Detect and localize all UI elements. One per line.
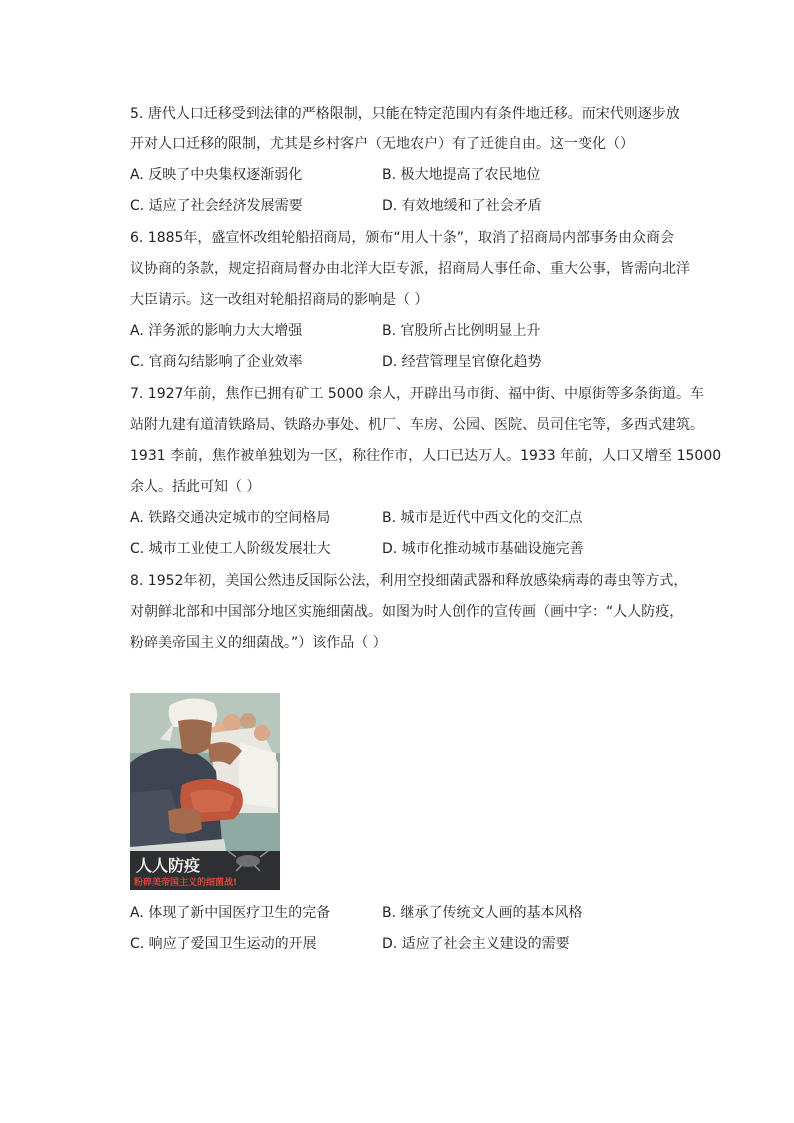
q6-stem-line-2: 议协商的条款，规定招商局督办由北洋大臣专派，招商局人事任命、重大公事，皆需向北洋 <box>130 261 690 277</box>
poster-title-text: 人人防疫 <box>136 856 201 875</box>
q7-stem-line-3: 1931 李前，焦作被单独划为一区，称往作市，人口已达万人。1933 年前，人口又增至 15000 <box>130 448 722 464</box>
q5-option-c[interactable]: C. 适应了社会经济发展需要 <box>130 198 303 214</box>
poster-illustration <box>130 693 280 890</box>
poster-subtitle-text: 粉碎美帝国主义的细菌战! <box>134 878 238 888</box>
q6-stem-line-1: 6. 1885年，盛宣怀改组轮船招商局，颁布“用人十条”，取消了招商局内部事务由众商会 <box>130 230 674 246</box>
q8-stem-line-2: 对朝鲜北部和中国部分地区实施细菌战。如图为时人创作的宣传画（画中字：“人人防疫， <box>130 604 684 620</box>
q7-option-a[interactable]: A. 铁路交通决定城市的空间格局 <box>130 510 331 526</box>
q5-stem-line-2: 开对人口迁移的限制，尤其是乡村客户（无地农户）有了迁徙自由。这一变化（） <box>130 136 634 152</box>
q8-option-b[interactable]: B. 继承了传统文人画的基本风格 <box>382 905 583 921</box>
q6-option-b[interactable]: B. 官股所占比例明显上升 <box>382 323 541 339</box>
q8-option-d[interactable]: D. 适应了社会主义建设的需要 <box>382 936 570 952</box>
q8-stem-line-3: 粉碎美帝国主义的细菌战。”）该作品（ ） <box>130 635 387 651</box>
q7-option-b[interactable]: B. 城市是近代中西文化的交汇点 <box>382 510 583 526</box>
q5-option-d[interactable]: D. 有效地缓和了社会矛盾 <box>382 198 542 214</box>
q7-stem-line-4: 余人。括此可知（ ） <box>130 479 261 495</box>
q6-option-c[interactable]: C. 官商勾结影响了企业效率 <box>130 354 303 370</box>
q8-stem-line-1: 8. 1952年初，美国公然违反国际公法，利用空投细菌武器和释放感染病毒的毒虫等方式， <box>130 573 688 589</box>
q5-option-b[interactable]: B. 极大地提高了农民地位 <box>382 167 541 183</box>
q8-option-a[interactable]: A. 体现了新中国医疗卫生的完备 <box>130 905 331 921</box>
q7-option-c[interactable]: C. 城市工业使工人阶级发展壮大 <box>130 541 331 557</box>
q7-stem-line-2: 站附九建有道清铁路局、铁路办事处、机厂、车房、公园、医院、员司住宅等，多西式建筑。 <box>130 417 704 433</box>
q6-stem-line-3: 大臣请示。这一改组对轮船招商局的影响是（ ） <box>130 292 429 308</box>
propaganda-poster-image <box>130 693 280 890</box>
q7-stem-line-1: 7. 1927年前，焦作已拥有矿工 5000 余人，开辟出马市街、福中街、中原街等多条街道。车 <box>130 386 704 402</box>
q5-option-a[interactable]: A. 反映了中央集权逐渐弱化 <box>130 167 303 183</box>
q6-option-a[interactable]: A. 洋务派的影响力大大增强 <box>130 323 303 339</box>
q6-option-d[interactable]: D. 经营管理呈官僚化趋势 <box>382 354 542 370</box>
q7-option-d[interactable]: D. 城市化推动城市基础设施完善 <box>382 541 584 557</box>
q5-stem-line-1: 5. 唐代人口迁移受到法律的严格限制，只能在特定范围内有条件地迁移。而宋代则逐步放 <box>130 106 680 122</box>
q8-option-c[interactable]: C. 响应了爱国卫生运动的开展 <box>130 936 317 952</box>
